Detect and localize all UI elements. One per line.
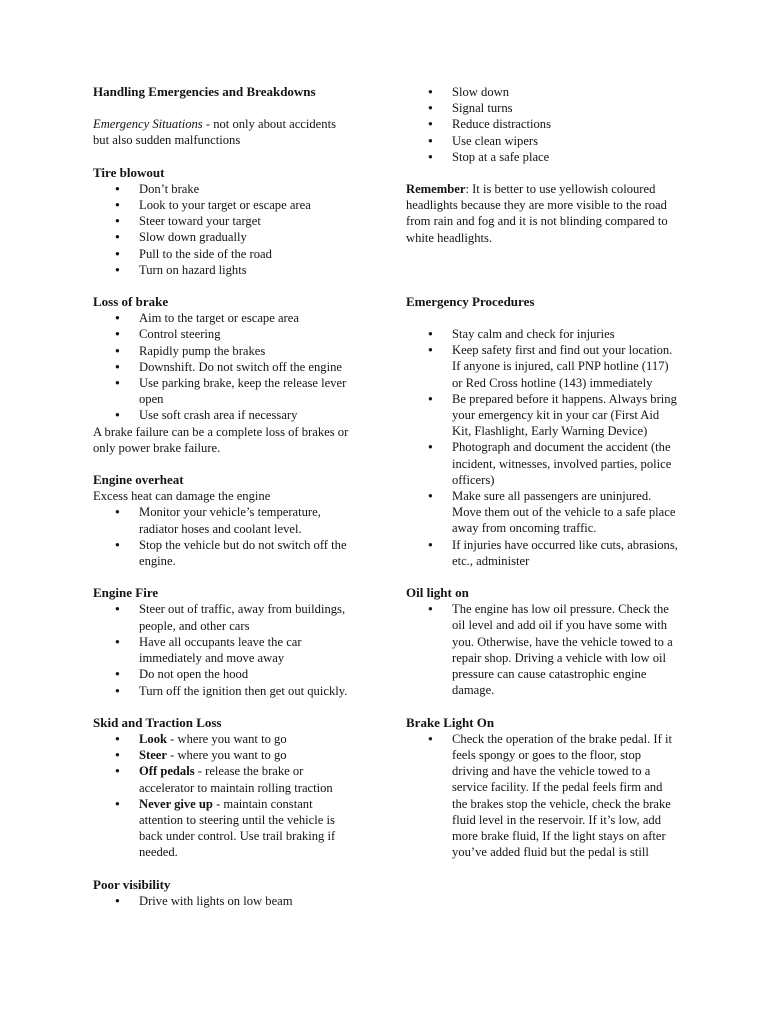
list-item: ● Stop at a safe place — [406, 149, 678, 165]
engine-fire-heading: Engine Fire — [93, 585, 159, 601]
list-item: ● Reduce distractions — [406, 116, 678, 132]
list-item: ● Stop the vehicle but do not switch off the engine. — [93, 537, 355, 569]
list-item: ● Steer toward your target — [93, 213, 355, 229]
emergency-procedures-list — [406, 326, 678, 569]
list-item: ● Aim to the target or escape area — [93, 310, 355, 326]
loss-of-brake-heading: Loss of brake — [93, 294, 169, 310]
list-item: ● Use clean wipers — [406, 133, 678, 149]
list-item: ● Monitor your vehicle’s temperature, radiator hoses and coolant level. — [93, 504, 355, 536]
list-item: ● Steer out of traffic, away from buildings, people, and other cars — [93, 601, 355, 633]
poor-visibility-heading: Poor visibility — [93, 876, 171, 892]
remember-text: : It is better to use yellowish coloured headlights because they are more visible to the road from rain and fog and it is not blinding compared to white headlights. — [406, 182, 668, 245]
oil-light-heading: Oil light on — [406, 585, 469, 601]
list-item: ● Be prepared before it happens. Always bring your emergency kit in your car (First Aid Kit, Flashlight, Early Warning Device) — [406, 391, 678, 440]
list-item: ● Pull to the side of the road — [93, 246, 355, 262]
left-column — [93, 84, 355, 909]
item-term: Look — [139, 731, 167, 746]
brake-light-heading: Brake Light On — [406, 714, 495, 730]
brake-light-list — [406, 731, 678, 861]
item-text: - maintain constant attention to steering until the vehicle is back under control. Use trail braking if needed. — [139, 796, 336, 860]
remember-label: Remember — [406, 182, 466, 197]
list-item: ● Turn off the ignition then get out quickly. — [93, 683, 355, 699]
loss-of-brake-list — [93, 310, 355, 423]
list-item: ● Signal turns — [406, 100, 678, 116]
list-item — [93, 731, 355, 747]
tire-blowout-list — [93, 181, 355, 278]
poor-visibility-list — [93, 893, 355, 909]
oil-light-list — [406, 601, 678, 698]
list-item: ● Keep safety first and find out your location. If anyone is injured, call PNP hotline (117) or Red Cross hotline (143) immediately — [406, 342, 678, 391]
intro-paragraph — [93, 116, 355, 148]
list-item: ● Don’t brake — [93, 181, 355, 197]
page-title: Handling Emergencies and Breakdowns — [93, 84, 316, 99]
brake-note: A brake failure can be a complete loss of brakes or only power brake failure. — [93, 424, 349, 455]
engine-overheat-list — [93, 504, 355, 569]
list-item: ● Have all occupants leave the car immediately and move away — [93, 634, 355, 666]
list-item: ● Check the operation of the brake pedal. If it feels spongy or goes to the floor, stop driving and have the vehicle towed to a service facility. If the pedal feels firm and the brakes stop the vehicle, check the brake fluid level in the reservoir. If it’s low, add more brake fluid, If the light stays on after you’ve added fluid but the pedal is still — [406, 731, 678, 861]
list-item: ● Slow down gradually — [93, 229, 355, 245]
item-text: - release the brake or accelerator to maintain rolling traction — [139, 764, 333, 795]
poor-visibility-list-continued — [406, 84, 678, 165]
engine-overheat-intro: Excess heat can damage the engine — [93, 489, 271, 504]
list-item: ● Turn on hazard lights — [93, 262, 355, 278]
list-item: ● Downshift. Do not switch off the engine — [93, 359, 355, 375]
remember-note — [406, 181, 678, 246]
engine-fire-list — [93, 601, 355, 698]
list-item: ● Look to your target or escape area — [93, 197, 355, 213]
skid-traction-heading: Skid and Traction Loss — [93, 714, 222, 730]
right-column — [406, 84, 678, 860]
item-term: Off pedals — [139, 764, 195, 779]
intro-text: - not only about accidents but also sudden malfunctions — [93, 117, 336, 148]
skid-traction-list — [93, 731, 355, 861]
item-text: - where you want to go — [166, 748, 287, 763]
list-item: ● Control steering — [93, 326, 355, 342]
list-item: ● Make sure all passengers are uninjured. Move them out of the vehicle to a safe place away from oncoming traffic. — [406, 488, 678, 537]
intro-emphasis: Emergency Situations — [93, 117, 203, 132]
item-term: Never give up — [139, 796, 213, 811]
list-item: ● Do not open the hood — [93, 666, 355, 682]
list-item: ● If injuries have occurred like cuts, abrasions, etc., administer — [406, 537, 678, 569]
list-item — [93, 763, 355, 795]
engine-overheat-heading: Engine overheat — [93, 472, 184, 488]
list-item — [93, 796, 355, 861]
list-item: ● Rapidly pump the brakes — [93, 343, 355, 359]
list-item: ● Use parking brake, keep the release lever open — [93, 375, 355, 407]
list-item — [93, 747, 355, 763]
tire-blowout-heading: Tire blowout — [93, 164, 165, 180]
list-item: ● Use soft crash area if necessary — [93, 407, 355, 423]
list-item: ● Slow down — [406, 84, 678, 100]
list-item: ● Stay calm and check for injuries — [406, 326, 678, 342]
item-text: - where you want to go — [167, 731, 287, 746]
list-item: ● Drive with lights on low beam — [93, 893, 355, 909]
item-term: Steer — [139, 748, 167, 763]
emergency-procedures-heading: Emergency Procedures — [406, 293, 535, 309]
list-item: ● Photograph and document the accident (the incident, witnesses, involved parties, police officers) — [406, 439, 678, 488]
list-item: ● The engine has low oil pressure. Check the oil level and add oil if you have some with you. Otherwise, have the vehicle towed to a repair shop. Driving a vehicle with low oil pressure can cause catastrophic engine damage. — [406, 601, 678, 698]
